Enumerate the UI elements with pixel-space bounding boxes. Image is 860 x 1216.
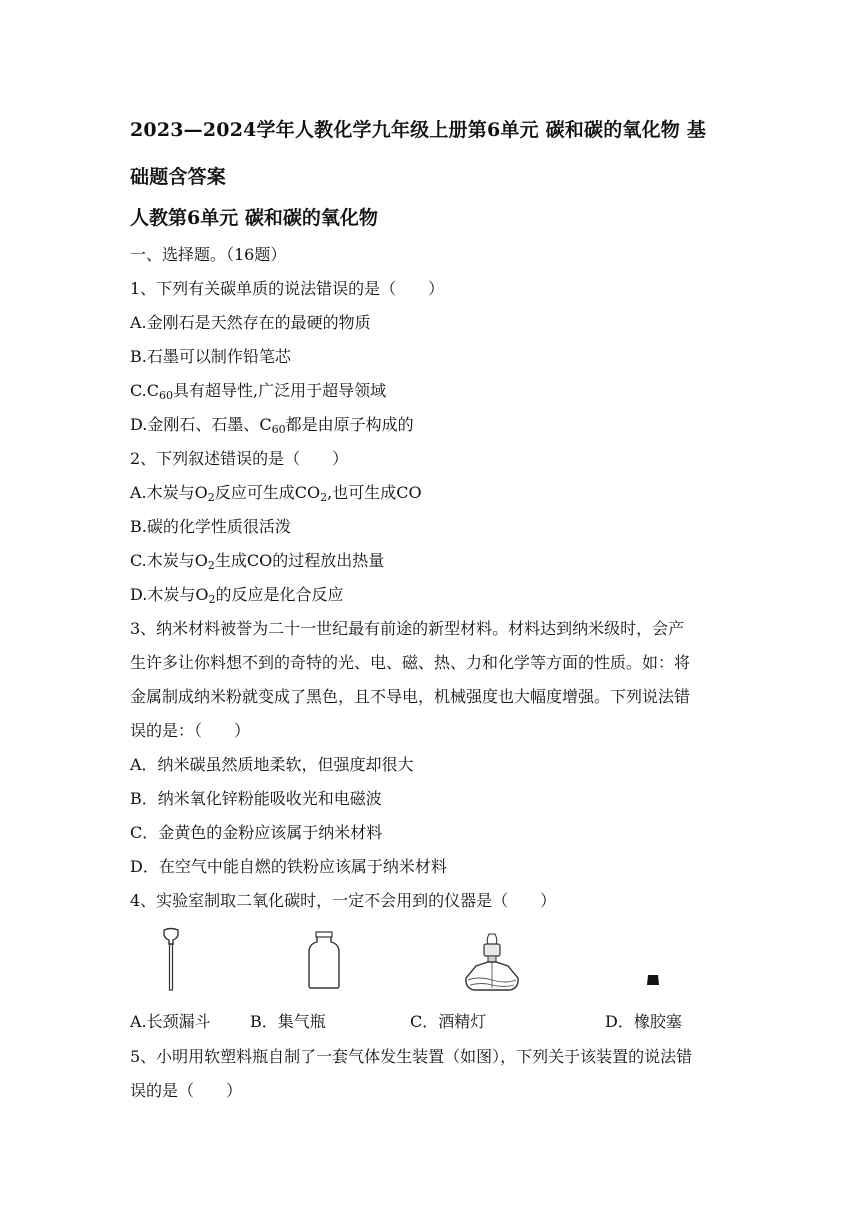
q4-option-a: A.长颈漏斗 (130, 1012, 211, 1031)
q3-option-a: A．纳米碳虽然质地柔软，但强度却很大 (130, 755, 414, 774)
q2-a-subscript-1: 2 (207, 491, 215, 504)
q4-option-b: B．集气瓶 (250, 1012, 326, 1031)
q1-option-c (130, 379, 740, 403)
q5-stem-line-1: 5、小明用软塑料瓶自制了一套气体发生装置（如图），下列关于该装置的说法错 (130, 1047, 693, 1066)
gas-collecting-bottle-icon (303, 930, 345, 990)
q1-d-text-1: D.金刚石、石墨、C (130, 415, 272, 434)
alcohol-lamp-icon (464, 932, 520, 992)
q2-stem: 2、下列叙述错误的是（ ） (130, 449, 349, 468)
q1-option-d (130, 413, 740, 437)
q4-stem: 4、实验室制取二氧化碳时，一定不会用到的仪器是（ ） (130, 891, 557, 910)
q5-stem-line-2: 误的是（ ） (130, 1081, 243, 1100)
long-neck-funnel-icon (156, 926, 186, 992)
rubber-stopper-icon (645, 972, 661, 988)
q2-c-text-1: C.木炭与O (130, 551, 208, 570)
q1-c-text-1: C.C (130, 381, 159, 400)
q2-c-subscript: 2 (207, 559, 215, 572)
q2-a-text-1: A.木炭与O (130, 483, 208, 502)
q1-d-subscript: 60 (271, 423, 286, 436)
q3-stem-line-2: 生许多让你料想不到的奇特的光、电、磁、热、力和化学等方面的性质。如：将 (130, 653, 691, 672)
q2-c-text-2: 生成CO的过程放出热量 (214, 551, 385, 570)
q2-a-subscript-2: 2 (320, 491, 328, 504)
q2-d-text-2: 的反应是化合反应 (215, 585, 344, 604)
q1-option-b: B.石墨可以制作铅笔芯 (130, 347, 291, 366)
q1-c-text-2: 具有超导性,广泛用于超导领域 (173, 381, 387, 400)
q1-d-text-2: 都是由原子构成的 (285, 415, 414, 434)
part-heading: 一、选择题。（16题） (130, 245, 287, 264)
q4-option-d: D．橡胶塞 (605, 1012, 682, 1031)
q2-a-text-2: 反应可生成CO (214, 483, 321, 502)
q3-option-c: C．金黄色的金粉应该属于纳米材料 (130, 823, 383, 842)
q2-d-text-1: D.木炭与O (130, 585, 209, 604)
q1-c-subscript: 60 (159, 389, 173, 402)
q2-a-text-3: ,也可生成CO (327, 483, 422, 502)
q1-stem: 1、下列有关碳单质的说法错误的是（ ） (130, 279, 445, 298)
section-title: 人教第6单元 碳和碳的氧化物 (130, 207, 378, 229)
q2-d-subscript: 2 (208, 593, 216, 606)
q3-stem-line-3: 金属制成纳米粉就变成了黑色，且不导电，机械强度也大幅度增强。下列说法错 (130, 687, 691, 706)
q3-stem-line-1: 3、纳米材料被誉为二十一世纪最有前途的新型材料。材料达到纳米级时，会产 (130, 619, 685, 638)
q3-option-b: B．纳米氧化锌粉能吸收光和电磁波 (130, 789, 382, 808)
q3-stem-line-4: 误的是：（ ） (130, 721, 251, 740)
q2-option-c (130, 549, 740, 573)
q1-option-a: A.金刚石是天然存在的最硬的物质 (130, 313, 371, 332)
q3-option-d: D．在空气中能自燃的铁粉应该属于纳米材料 (130, 857, 447, 876)
q2-option-a (130, 481, 740, 505)
title-line-1: 2023—2024学年人教化学九年级上册第6单元 碳和碳的氧化物 基 (130, 119, 707, 141)
document-title (130, 107, 740, 201)
q4-option-c: C．酒精灯 (410, 1012, 487, 1031)
q2-option-b: B.碳的化学性质很活泼 (130, 517, 291, 536)
title-line-2: 础题含答案 (130, 166, 227, 188)
q2-option-d (130, 583, 740, 607)
